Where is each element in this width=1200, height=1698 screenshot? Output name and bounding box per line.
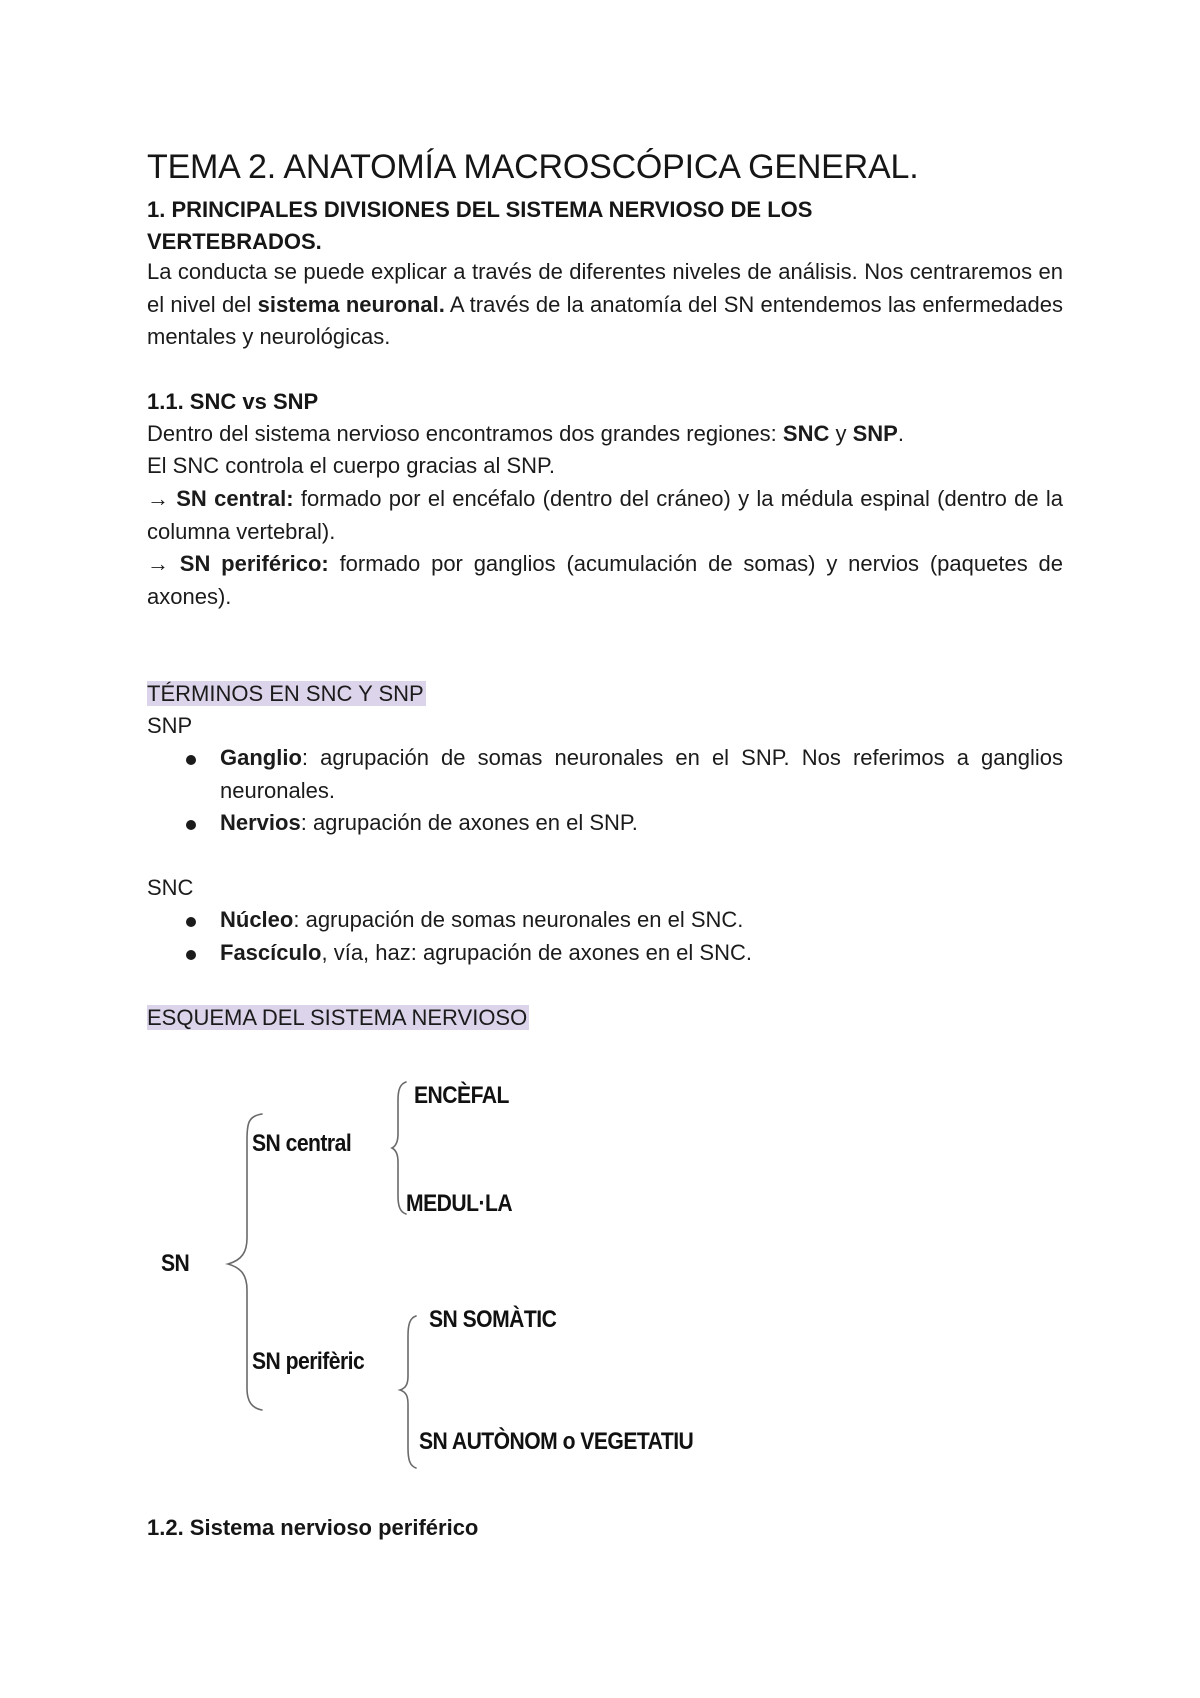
terminos-heading	[147, 678, 1063, 711]
sn-periferico-paragraph	[147, 548, 1063, 613]
diagram-sn-periferic: SN perifèric	[252, 1348, 365, 1375]
central-brace	[392, 1082, 406, 1214]
paragraph-bold-text: sistema neuronal.	[257, 291, 445, 317]
snc-bold: SNC	[782, 421, 830, 446]
paragraph-text: A través de la anatomía del SN entendemos las enfermedades mentales y neurológicas.	[147, 291, 1063, 349]
section-1-paragraph	[147, 256, 1063, 354]
section-1-1-heading: 1.1. SNC vs SNP	[147, 389, 319, 414]
term-definition: : agrupación de axones en el SNP.	[300, 810, 638, 835]
term-label: Ganglio	[220, 745, 302, 770]
list-item	[147, 937, 1063, 970]
term-label: Fascículo	[220, 939, 322, 965]
diagram-sn-autonom: SN AUTÒNOM o VEGETATIU	[419, 1428, 694, 1455]
list-item	[147, 904, 1063, 937]
diagram-sn-somatic: SN SOMÀTIC	[429, 1306, 557, 1333]
sn-periferico-label: → SN periférico:	[147, 551, 329, 576]
regions-text: .	[897, 421, 904, 446]
esquema-heading	[147, 1002, 1063, 1035]
diagram-medulla: MEDUL·LA	[406, 1190, 513, 1217]
bullet-icon	[186, 950, 196, 960]
term-definition: : agrupación de somas neuronales en el SNC.	[293, 907, 744, 932]
regions-text: y	[829, 421, 853, 446]
control-line: El SNC controla el cuerpo gracias al SNP.	[147, 453, 556, 478]
sn-central-label: → SN central:	[147, 486, 294, 511]
bullet-icon	[186, 917, 196, 927]
section-1-heading-line-2: VERTEBRADOS.	[147, 229, 322, 254]
bullet-icon	[186, 755, 196, 765]
diagram-root-sn: SN	[161, 1250, 190, 1277]
sn-central-paragraph	[147, 483, 1063, 548]
regions-text: Dentro del sistema nervioso encontramos dos grandes regiones:	[147, 421, 783, 446]
diagram-sn-central: SN central	[252, 1130, 352, 1157]
snc-label: SNC	[147, 875, 194, 900]
regions-line	[147, 418, 1063, 451]
snc-term-list	[147, 904, 1063, 969]
term-definition: , vía, haz: agrupación de axones en el SNC.	[321, 939, 752, 965]
sn-periferico-text: formado por ganglios (acumulación de somas) y nervios (paquetes de axones).	[147, 551, 1063, 609]
bullet-icon	[186, 820, 196, 830]
snp-term-list	[147, 742, 1063, 840]
term-label: Nervios	[220, 810, 301, 835]
paragraph-text: La conducta se puede explicar a través de diferentes niveles de análisis. Nos centraremos en el nivel del	[147, 259, 1063, 317]
section-1-2-heading: 1.2. Sistema nervioso periférico	[147, 1515, 479, 1540]
snp-bold: SNP	[852, 421, 898, 446]
term-label: Núcleo	[220, 907, 294, 932]
list-item	[147, 742, 1063, 807]
sn-central-text: formado por el encéfalo (dentro del cráneo) y la médula espinal (dentro de la columna vertebral).	[147, 486, 1063, 544]
terminos-heading-text: TÉRMINOS EN SNC Y SNP	[147, 681, 424, 706]
document-title: TEMA 2. ANATOMÍA MACROSCÓPICA GENERAL.	[147, 148, 919, 186]
term-definition: : agrupación de somas neuronales en el SNP. Nos referimos a ganglios neuronales.	[220, 745, 1063, 803]
list-item	[147, 807, 1063, 840]
snp-label: SNP	[147, 713, 193, 738]
periferic-brace	[400, 1316, 416, 1468]
section-1-heading-line-1: 1. PRINCIPALES DIVISIONES DEL SISTEMA NERVIOSO DE LOS	[147, 197, 813, 222]
esquema-heading-text: ESQUEMA DEL SISTEMA NERVIOSO	[147, 1005, 528, 1030]
diagram-encefal: ENCÈFAL	[414, 1082, 509, 1109]
